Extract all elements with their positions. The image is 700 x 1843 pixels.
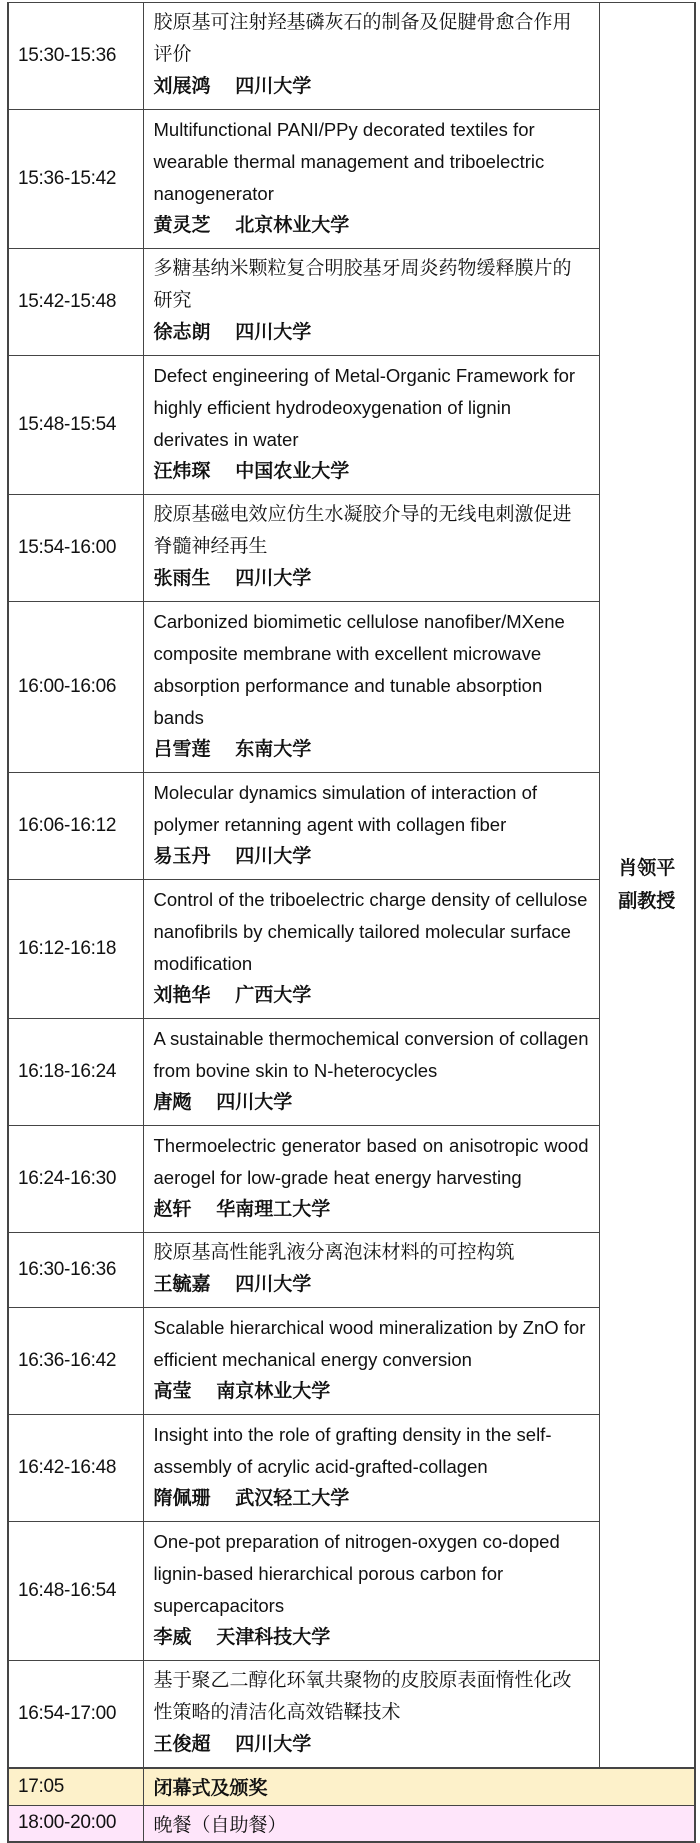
presenter-affiliation: 四川大学 [235,846,312,867]
session-time: 15:54-16:00 [8,495,143,602]
session-title: 胶原基磁电效应仿生水凝胶介导的无线电刺激促进脊髓神经再生 [153,504,572,557]
session-title: 基于聚乙二醇化环氧共聚物的皮胶原表面惰性化改性策略的清洁化高效锆鞣技术 [153,1670,572,1723]
session-time: 16:12-16:18 [8,880,143,1019]
presenter-line [154,1376,589,1408]
presenter-name: 汪炜琛 [153,461,211,482]
presenter-name: 刘展鸿 [153,76,211,97]
session-row [8,3,695,110]
session-cell [143,602,599,773]
session-cell [143,495,599,602]
chair-cell [599,3,695,1769]
presenter-affiliation: 华南理工大学 [216,1199,331,1220]
session-time: 16:24-16:30 [8,1126,143,1233]
session-time: 15:48-15:54 [8,356,143,495]
presenter-name: 赵轩 [153,1199,192,1220]
session-cell [143,110,599,249]
presenter-name: 隋佩珊 [153,1488,211,1509]
session-row [8,249,695,356]
presenter-affiliation: 四川大学 [235,1274,312,1295]
presenter-name: 李威 [153,1627,192,1648]
session-title: Insight into the role of grafting density in the self-assembly of acrylic acid-grafted-collagen [153,1424,552,1477]
session-cell [143,356,599,495]
session-time: 16:48-16:54 [8,1522,143,1661]
session-cell [143,1415,599,1522]
session-cell [143,1126,599,1233]
session-title: Molecular dynamics simulation of interaction of polymer retanning agent with collagen fiber [153,782,538,835]
session-cell [143,1019,599,1126]
presenter-line [154,1622,589,1654]
presenter-affiliation: 东南大学 [235,739,312,760]
presenter-name: 黄灵芝 [153,215,211,236]
session-row [8,602,695,773]
session-time: 15:30-15:36 [8,3,143,110]
presenter-affiliation: 四川大学 [216,1092,293,1113]
session-cell [143,1233,599,1308]
session-time: 15:42-15:48 [8,249,143,356]
presenter-line [154,980,589,1012]
presenter-name: 易玉丹 [153,846,211,867]
presenter-line [154,210,589,242]
presenter-line [154,317,589,349]
presenter-affiliation: 四川大学 [235,568,312,589]
session-row [8,773,695,880]
session-title: Scalable hierarchical wood mineralization by ZnO for efficient mechanical energy conversion [153,1317,586,1370]
session-title: 多糖基纳米颗粒复合明胶基牙周炎药物缓释膜片的研究 [153,258,572,311]
presenter-affiliation: 北京林业大学 [235,215,350,236]
session-cell [143,3,599,110]
presenter-name: 徐志朗 [153,322,211,343]
presenter-name: 唐飏 [153,1092,192,1113]
presenter-affiliation: 武汉轻工大学 [235,1488,350,1509]
presenter-affiliation: 广西大学 [235,985,312,1006]
session-title: Carbonized biomimetic cellulose nanofiber/MXene composite membrane with excellent microwave absorption performance and tunable absorption bands [153,611,565,728]
session-cell [143,880,599,1019]
presenter-line [154,71,589,103]
session-row [8,1126,695,1233]
session-row [8,880,695,1019]
presenter-line [154,1269,589,1301]
session-title: Multifunctional PANI/PPy decorated textiles for wearable thermal management and triboelectric nanogenerator [153,119,545,204]
session-title: Control of the triboelectric charge density of cellulose nanofibrils by chemically tailored molecular surface modification [153,889,588,974]
session-time: 16:18-16:24 [8,1019,143,1126]
session-title: 胶原基可注射羟基磷灰石的制备及促腱骨愈合作用评价 [153,12,572,65]
chair-title: 副教授 [618,891,676,912]
presenter-name: 高莹 [153,1381,192,1402]
session-time: 16:06-16:12 [8,773,143,880]
chair-name: 肖领平 [618,858,676,879]
session-row [8,1308,695,1415]
dinner-label: 晚餐（自助餐） [143,1805,695,1842]
presenter-line [154,841,589,873]
session-row [8,1661,695,1769]
session-title: 胶原基高性能乳液分离泡沫材料的可控构筑 [153,1242,515,1263]
session-cell [143,249,599,356]
session-cell [143,773,599,880]
session-row [8,1522,695,1661]
session-time: 16:42-16:48 [8,1415,143,1522]
presenter-line [154,1087,589,1119]
presenter-affiliation: 四川大学 [235,76,312,97]
session-row [8,1415,695,1522]
closing-row [8,1768,695,1805]
dinner-row [8,1805,695,1842]
session-row [8,1233,695,1308]
session-time: 16:54-17:00 [8,1661,143,1769]
session-row [8,356,695,495]
closing-label: 闭幕式及颁奖 [143,1768,695,1805]
schedule-table [7,2,696,1843]
session-cell [143,1308,599,1415]
presenter-line [154,563,589,595]
presenter-line [154,1729,589,1761]
session-row [8,110,695,249]
presenter-line [154,1483,589,1515]
session-time: 16:30-16:36 [8,1233,143,1308]
session-time: 16:36-16:42 [8,1308,143,1415]
session-title: A sustainable thermochemical conversion of collagen from bovine skin to N-heterocycles [153,1028,589,1081]
presenter-line [154,1194,589,1226]
session-cell [143,1522,599,1661]
presenter-name: 王毓嘉 [153,1274,211,1295]
session-row [8,495,695,602]
presenter-affiliation: 中国农业大学 [235,461,350,482]
dinner-time: 18:00-20:00 [8,1805,143,1842]
presenter-affiliation: 南京林业大学 [216,1381,331,1402]
presenter-name: 张雨生 [153,568,211,589]
presenter-name: 吕雪莲 [153,739,211,760]
presenter-line [154,456,589,488]
presenter-affiliation: 天津科技大学 [216,1627,331,1648]
presenter-name: 王俊超 [153,1734,211,1755]
session-time: 16:00-16:06 [8,602,143,773]
presenter-line [154,734,589,766]
presenter-affiliation: 四川大学 [235,322,312,343]
session-title: Thermoelectric generator based on anisotropic wood aerogel for low-grade heat energy harvesting [153,1135,589,1188]
session-time: 15:36-15:42 [8,110,143,249]
schedule-body [8,3,695,1843]
session-title: Defect engineering of Metal-Organic Framework for highly efficient hydrodeoxygenation of lignin derivates in water [153,365,576,450]
session-cell [143,1661,599,1769]
closing-time: 17:05 [8,1768,143,1805]
session-title: One-pot preparation of nitrogen-oxygen co-doped lignin-based hierarchical porous carbon for supercapacitors [153,1531,560,1616]
presenter-affiliation: 四川大学 [235,1734,312,1755]
presenter-name: 刘艳华 [153,985,211,1006]
session-row [8,1019,695,1126]
